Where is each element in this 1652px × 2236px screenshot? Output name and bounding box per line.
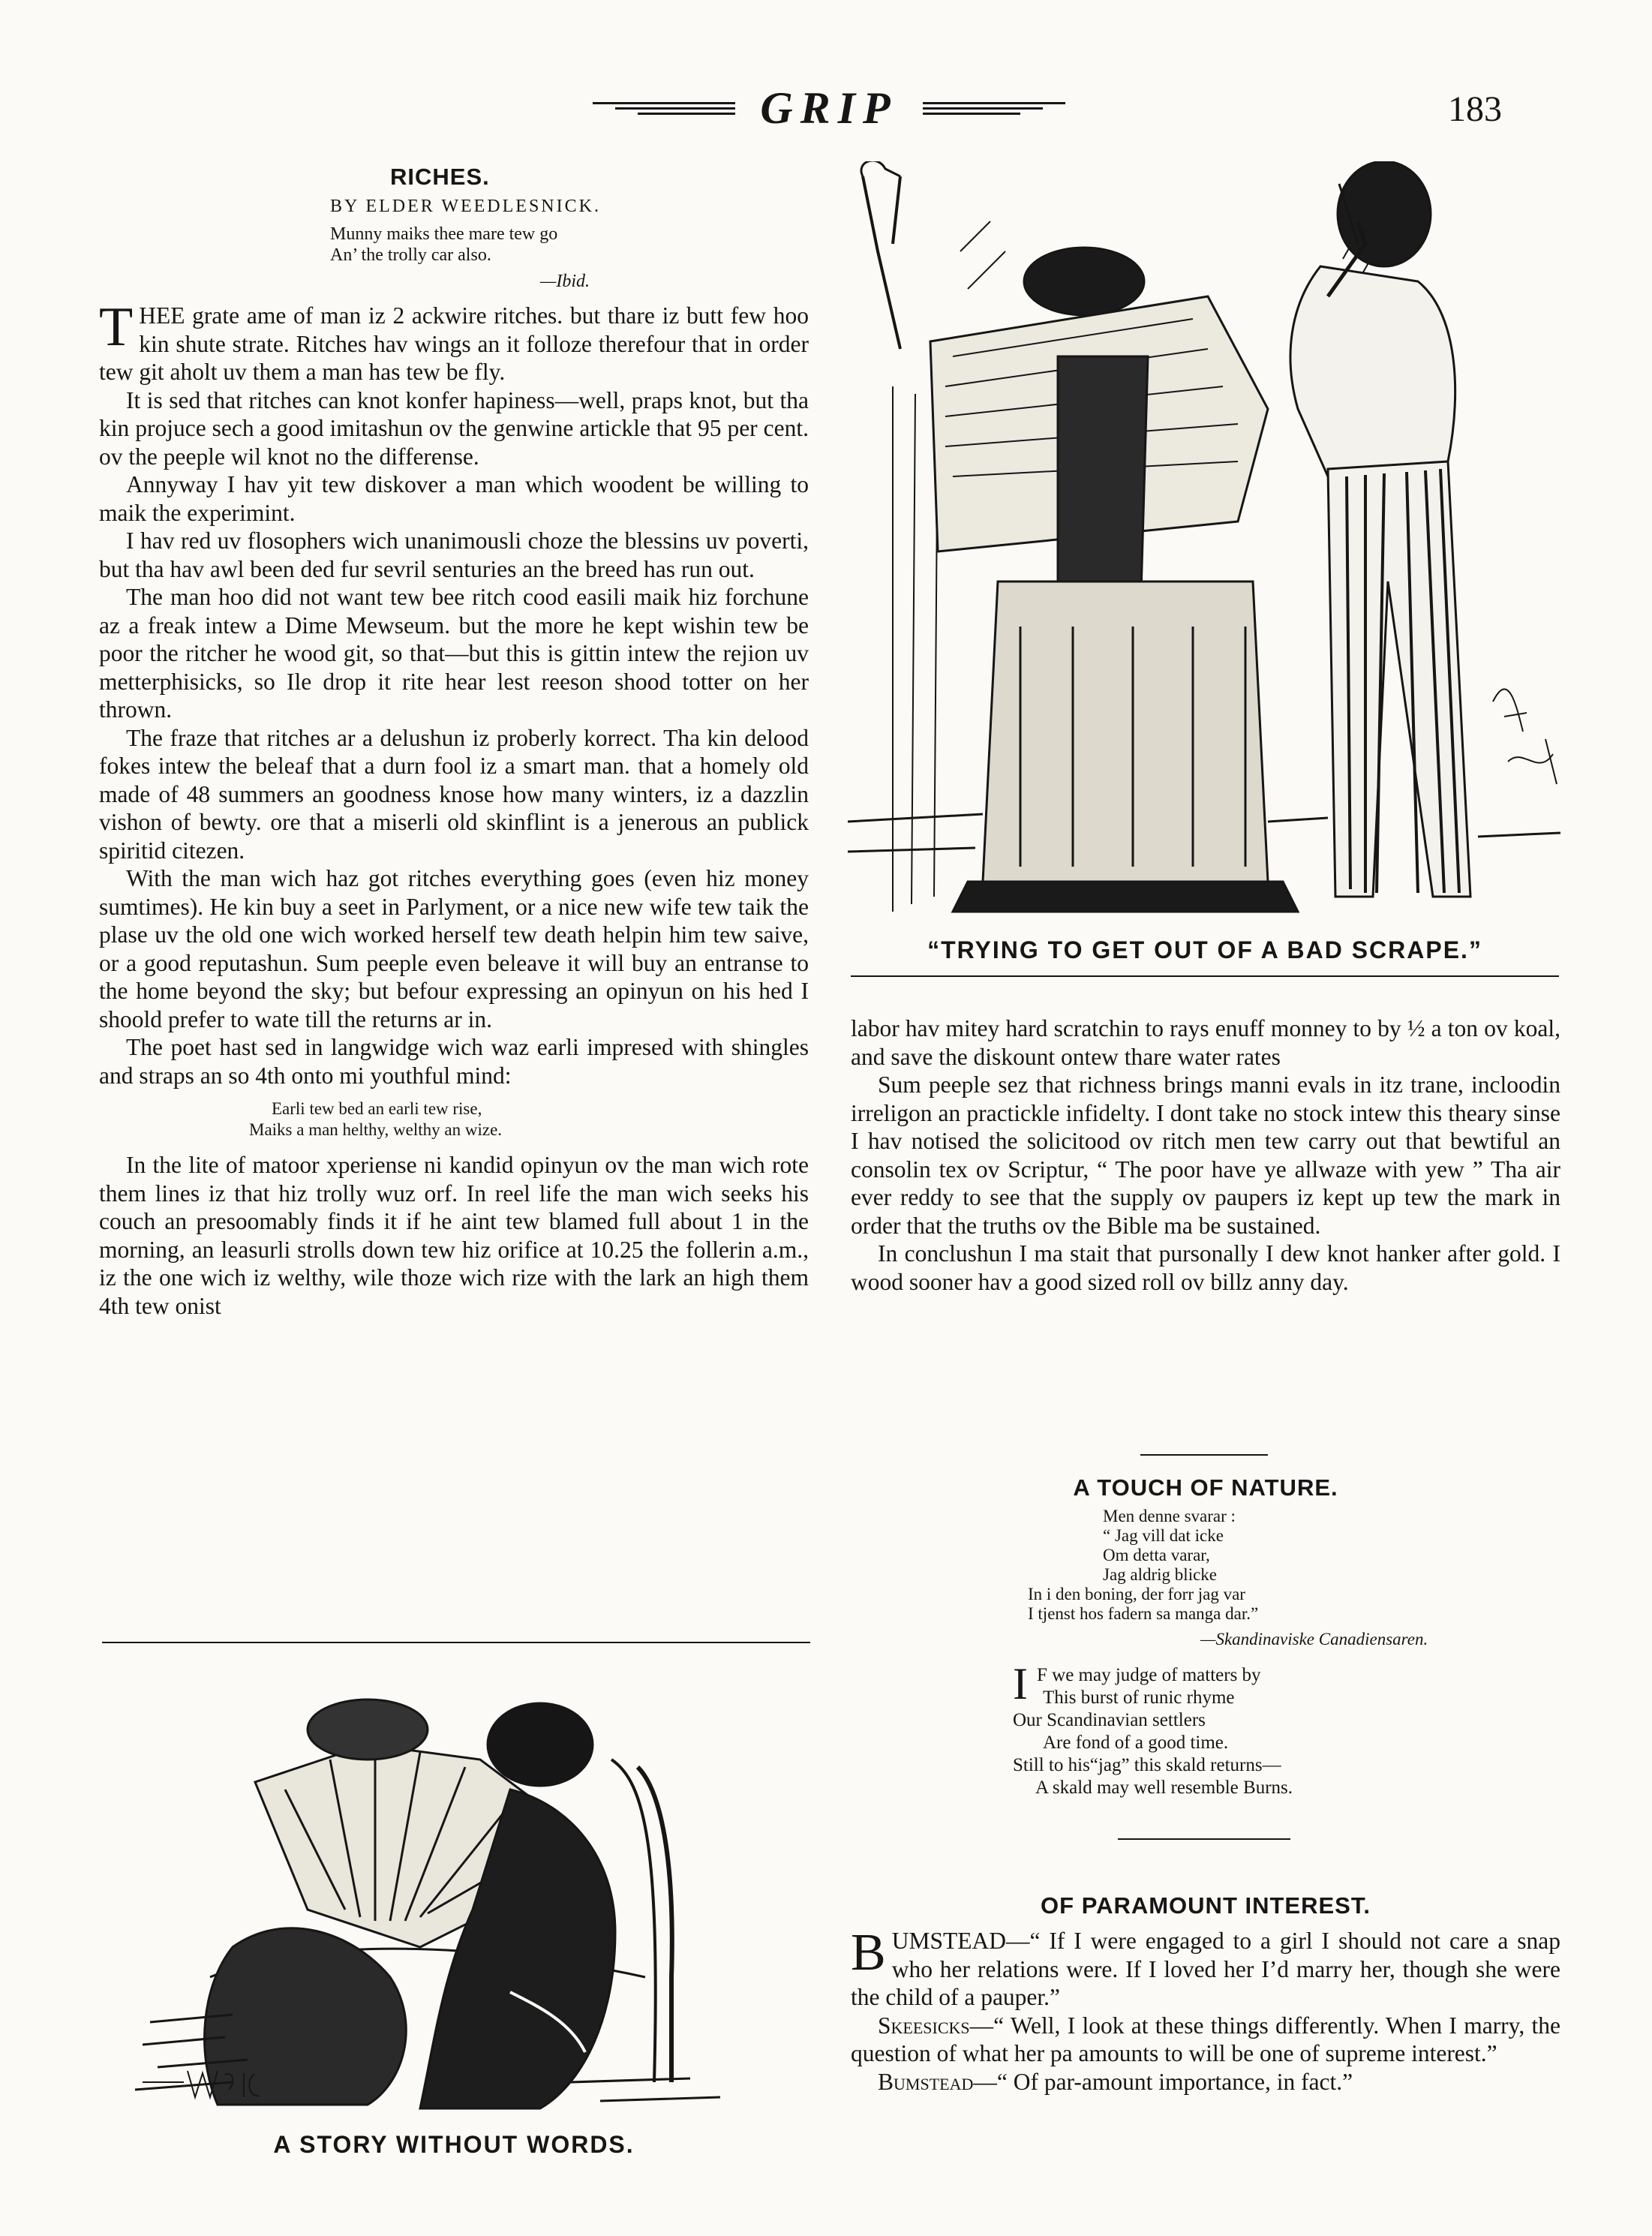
riches-paragraph: It is sed that ritches can knot konfer hapiness—well, praps knot, but tha kin projuce sech a good imitashun ov the genwine artickle that 95 per cent. ov the peeple wil knot no the differense. xyxy=(99,386,809,470)
barber-sketch xyxy=(848,161,1568,927)
quote-line: Om detta varar, xyxy=(1103,1546,1210,1564)
speaker-skeesicks: Skeesicks xyxy=(878,2012,970,2039)
riches-body xyxy=(99,296,809,1320)
riches-paragraph: In the lite of matoor xperiense ni kandid opinyun ov the man wich rote them lines iz that hiz trolly wuz orf. In reel life the man wich seeks his couch an presoomably finds it if he aint tew blamed full about 1 in the morning, an leasurli strolls down tew hiz orifice at 10.25 the follerin a.m., iz the one wich iz welthy, wile thoze wich rize with the lark an high them 4th tew onist xyxy=(99,1152,809,1319)
quote-source: —Skandinaviske Canadiensaren. xyxy=(1200,1630,1428,1648)
dialogue-bumstead-reply: Bumstead—“ Of par-amount importance, in fact.” xyxy=(878,2068,1353,2095)
drop-cap: T xyxy=(99,296,134,358)
riches-paragraph: With the man wich haz got ritches everything goes (even hiz money sumtimes). He kin buy a seet in Parlyment, or a nice new wife tew taik the plase uv the old one wich worked herself tew death helpin him tew saive, or a good reputashun. Sum peeple even beleave it will buy an entranse to the home beyond the sky; but befour expressing an opinyun on his hed I shoold prefer to wate till the returns ar in. xyxy=(99,865,809,1032)
divider-under-caption xyxy=(851,975,1559,977)
poem-line: Our Scandinavian settlers xyxy=(1013,1710,1206,1730)
riches-paragraph: The fraze that ritches ar a delushun iz proberly korrect. Tha kin delood fokes intew the beleaf that a durn fool iz a smart man. that a homely old made of 48 summers an goodness knose how many winters, iz a dazzlin vishon of bewty. ore that a miserli old skinflint is a jenerous an publick spiritid citezen. xyxy=(99,724,809,864)
riches-verse xyxy=(249,1098,809,1141)
riches-paragraph: Sum peeple sez that richness brings manni evals in itz trane, incloodin irreligon an practickle infidelty. I dont take no stock intew this theary sinse I hav notised the solicitood ov ritch men tew carry out that bewtiful an consolin tex ov Scriptur, “ The poor have ye allwaze with yew ” Tha air ever reddy to see that the supply ov paupers iz kept up tew the mark in order that the truths ov the Bible ma be sustained. xyxy=(851,1071,1560,1239)
dialogue-bumstead: BUMSTEAD—“ If I were engaged to a girl I should not care a snap who her relations were. If I loved her I’d marry her, though she were the child of a pauper.” xyxy=(851,1924,1560,2010)
paramount-body xyxy=(851,1924,1560,2096)
masthead-rule-left xyxy=(593,99,735,118)
short-rule xyxy=(1140,1454,1268,1456)
short-rule xyxy=(1118,1838,1290,1840)
touch-of-nature-poem xyxy=(1013,1659,1293,1799)
poem-line: Still to his“jag” this skald returns— xyxy=(1013,1755,1281,1775)
caption-story-without-words: A STORY WITHOUT WORDS. xyxy=(273,2131,635,2158)
riches-continuation xyxy=(851,1014,1560,1296)
poem-line: A skald may well resemble Burns. xyxy=(1035,1778,1293,1798)
epigraph-line: Munny maiks thee mare tew go xyxy=(330,224,558,244)
riches-paragraph: THEE grate ame of man iz 2 ackwire ritches. but thare iz butt few hoo kin shute strate. Ritches hav wings an it folloze therefour that in order tew git aholt uv them a man has tew be fly. xyxy=(99,296,809,385)
quote-line: In i den boning, der forr jag var xyxy=(1028,1585,1245,1603)
riches-title: RICHES. xyxy=(390,164,490,190)
poem-line: F we may judge of matters by xyxy=(1037,1665,1261,1685)
speaker-bumstead: UMSTEAD xyxy=(891,1928,1006,1954)
scandinavian-quote xyxy=(1028,1507,1258,1624)
quote-line: I tjenst hos fadern sa manga dar.” xyxy=(1028,1604,1259,1623)
couple-sketch xyxy=(120,1662,780,2112)
riches-byline: BY ELDER WEEDLESNICK. xyxy=(330,197,601,216)
illustration-bad-scrape xyxy=(848,161,1568,927)
poem-line: This burst of runic rhyme xyxy=(1043,1688,1235,1708)
paramount-title: OF PARAMOUNT INTEREST. xyxy=(1041,1892,1371,1919)
page-number: 183 xyxy=(1448,89,1502,129)
epigraph-line: An’ the trolly car also. xyxy=(330,245,491,265)
drop-cap: B xyxy=(851,1924,886,1982)
artist-signature-hubert xyxy=(1493,689,1557,784)
verse-line: Maiks a man helthy, welthy an wize. xyxy=(249,1120,503,1139)
caption-bad-scrape: “TRYING TO GET OUT OF A BAD SCRAPE.” xyxy=(927,936,1482,963)
quote-line: Jag aldrig blicke xyxy=(1103,1565,1218,1584)
verse-line: Earli tew bed an earli tew rise, xyxy=(272,1099,482,1118)
riches-paragraph: labor hav mitey hard scratchin to rays enuff monney to by ½ a ton ov koal, and save the diskount ontew thare water rates xyxy=(851,1015,1560,1070)
speaker-bumstead: Bumstead xyxy=(878,2068,974,2095)
riches-paragraph: The man hoo did not want tew bee ritch cood easili maik hiz forchune az a freak intew a Dime Mewseum. but the more he kept wishin tew be poor the ritcher he wood git, so that—but this is gittin intew the rejion uv metterphisicks, so Ile drop it rite hear lest reeson shood totter on her thrown. xyxy=(99,584,809,723)
drop-cap: I xyxy=(1013,1659,1028,1709)
masthead xyxy=(593,83,1073,135)
quote-line: Men denne svarar : xyxy=(1103,1507,1236,1525)
dialogue-skeesicks: Skeesicks—“ Well, I look at these things differently. When I marry, the question of what her pa amounts to will be one of supreme interest.” xyxy=(851,2012,1560,2066)
riches-paragraph: In conclushun I ma stait that pursonally I dew knot hanker after gold. I wood sooner hav a good sized roll ov billz anny day. xyxy=(851,1240,1560,1295)
riches-paragraph: I hav red uv flosophers wich unanimousli choze the blessins uv poverti, but tha hav awl been ded fur sevril senturies an the breed has run out. xyxy=(99,527,809,582)
riches-epigraph xyxy=(330,224,557,266)
masthead-rule-right xyxy=(923,99,1065,118)
poem-line: Are fond of a good time. xyxy=(1043,1733,1229,1753)
masthead-title: GRIP xyxy=(760,83,898,133)
epigraph-source: —Ibid. xyxy=(540,272,590,291)
illustration-story-without-words xyxy=(120,1662,780,2112)
quote-line: “ Jag vill dat icke xyxy=(1103,1526,1224,1545)
riches-paragraph: Annyway I hav yit tew diskover a man which woodent be willing to maik the experimint. xyxy=(99,471,809,526)
riches-paragraph: The poet hast sed in langwidge wich waz earli impresed with shingles and straps an so 4th onto mi youthful mind: xyxy=(99,1034,809,1089)
column-divider-left xyxy=(102,1642,810,1643)
touch-of-nature-title: A TOUCH OF NATURE. xyxy=(1073,1474,1338,1501)
